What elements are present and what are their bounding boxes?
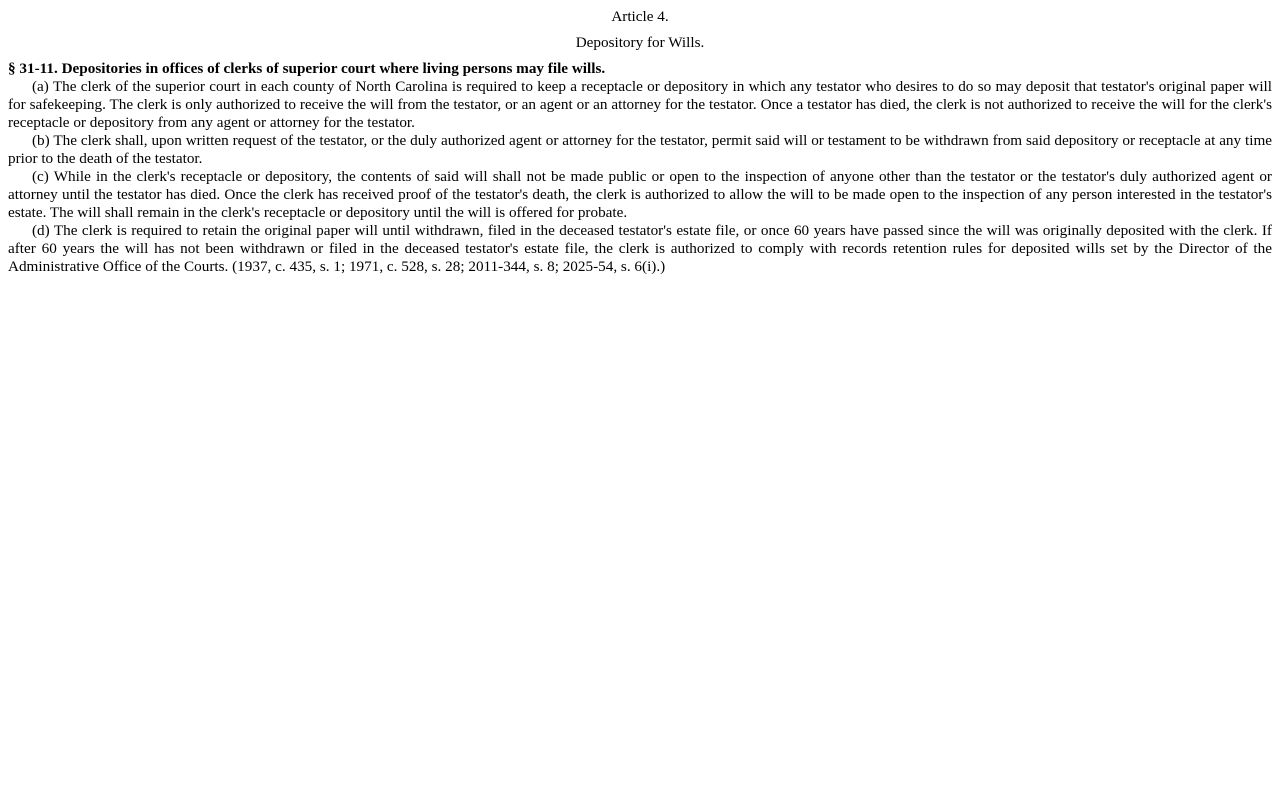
paragraph-d: (d) The clerk is required to retain the original paper will until withdrawn, filed in the deceased testator's estate file, or once 60 years have passed since the will was originally deposited with the clerk. If after 60 years the will has not been withdrawn or filed in the deceased testator's estate file, the clerk is authorized to comply with records retention rules for deposited wills set by the Director of the Administrative Office of the Courts. (1937, c. 435, s. 1; 1971, c. 528, s. 28; 2011-344, s. 8; 2025-54, s. 6(i).) (8, 222, 1272, 275)
article-number: Article 4. (611, 8, 669, 25)
document-page (0, 0, 1280, 276)
paragraph-c: (c) While in the clerk's receptacle or depository, the contents of said will shall not be made public or open to the inspection of anyone other than the testator or the testator's duly authorized agent or attorney until the testator has died. Once the clerk has received proof of the testator's death, the clerk is authorized to allow the will to be made open to the inspection of any person interested in the testator's estate. The will shall remain in the clerk's receptacle or depository until the will is offered for probate. (8, 168, 1272, 221)
paragraph-b: (b) The clerk shall, upon written request of the testator, or the duly authorized agent or attorney for the testator, permit said will or testament to be withdrawn from said depository or receptacle at any time prior to the death of the testator. (8, 132, 1272, 167)
article-title: Depository for Wills. (575, 34, 705, 51)
section-heading: § 31-11. Depositories in offices of clerks of superior court where living persons may file wills. (8, 60, 606, 77)
paragraph-a: (a) The clerk of the superior court in each county of North Carolina is required to keep a receptacle or depository in which any testator who desires to do so may deposit that testator's original paper will for safekeeping. The clerk is only authorized to receive the will from the testator, or an agent or an attorney for the testator. Once a testator has died, the clerk is not authorized to receive the will for the clerk's receptacle or depository from any agent or attorney for the testator. (8, 78, 1272, 131)
